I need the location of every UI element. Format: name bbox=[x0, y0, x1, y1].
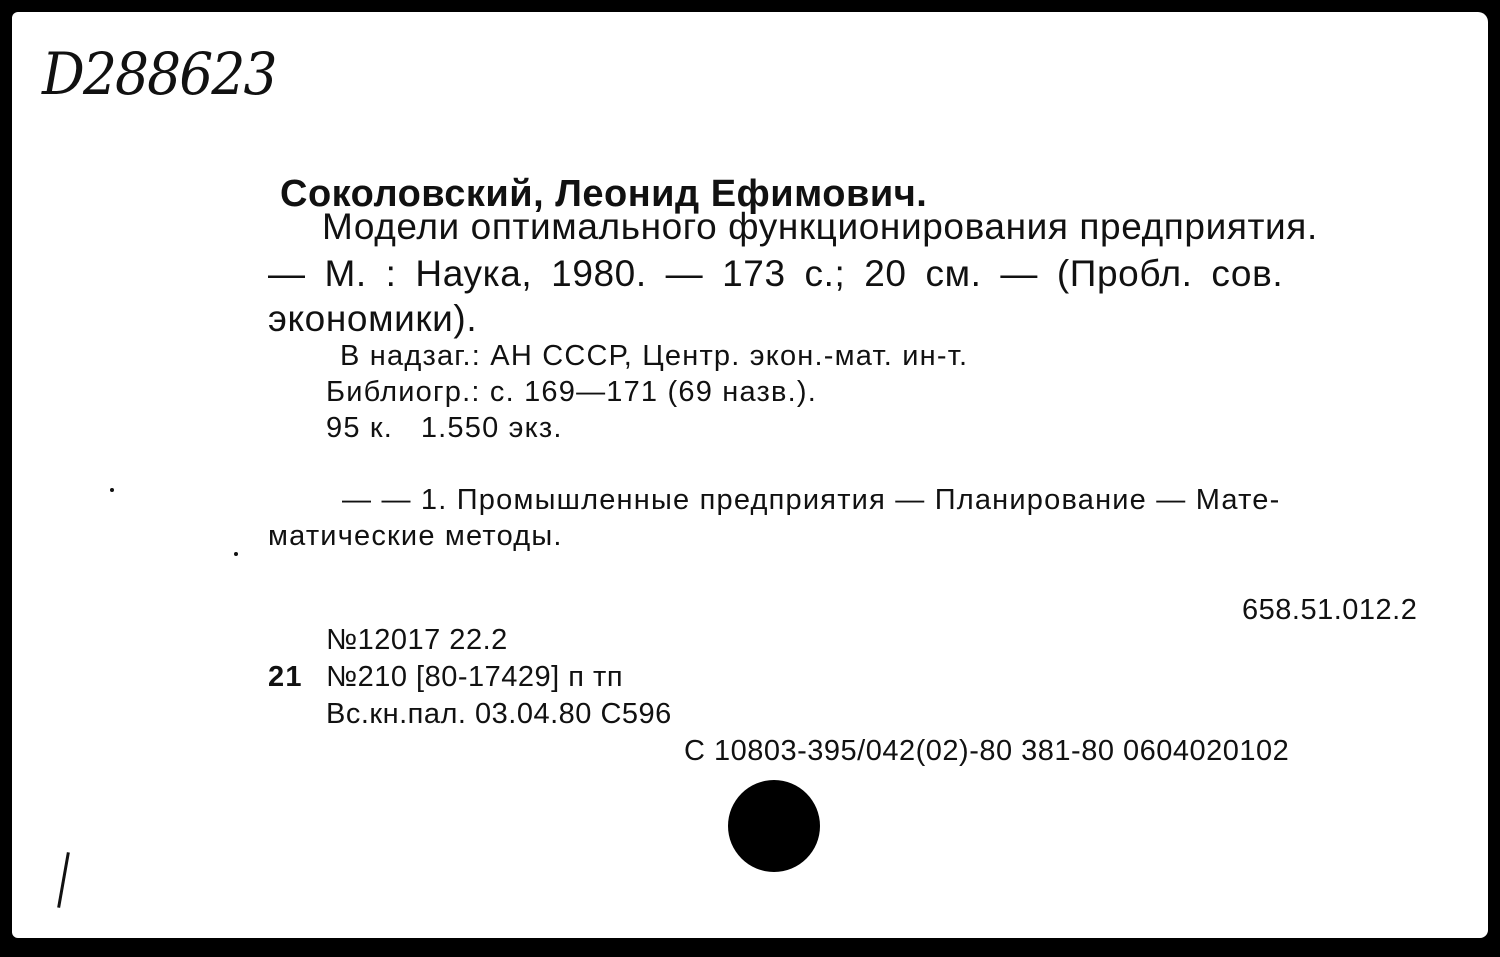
note-line-3: 95 к. 1.550 экз. bbox=[326, 412, 563, 444]
registration-line-2: №210 [80-17429] п тп bbox=[326, 661, 624, 693]
speck bbox=[110, 488, 114, 492]
speck bbox=[234, 552, 238, 556]
registration-line-1: №12017 22.2 bbox=[326, 624, 508, 656]
title-line-3: экономики). bbox=[268, 298, 478, 339]
author-heading: Соколовский, Леонид Ефимович. bbox=[280, 173, 928, 215]
note-line-1: В надзаг.: АН СССР, Центр. экон.-мат. ин-т. bbox=[340, 340, 969, 372]
handwritten-inventory-number: D288623 bbox=[42, 40, 276, 108]
subject-line-2: матические методы. bbox=[268, 520, 563, 552]
note-line-2: Библиогр.: с. 169—171 (69 назв.). bbox=[326, 376, 817, 408]
title-line-2: — М. : Наука, 1980. — 173 с.; 20 см. — (Пробл. сов. bbox=[268, 253, 1284, 294]
punch-hole bbox=[728, 780, 820, 872]
registration-line-3: Вс.кн.пал. 03.04.80 С596 bbox=[326, 698, 672, 730]
title-line-1: Модели оптимального функционирования предприятия. bbox=[322, 206, 1318, 247]
price-code-line: С 10803-395/042(02)-80 381-80 0604020102 bbox=[684, 735, 1290, 767]
registration-prefix: 21 bbox=[268, 661, 303, 693]
udc-code: 658.51.012.2 bbox=[1242, 594, 1418, 626]
subject-line-1: — — 1. Промышленные предприятия — Планирование — Мате- bbox=[342, 484, 1281, 516]
